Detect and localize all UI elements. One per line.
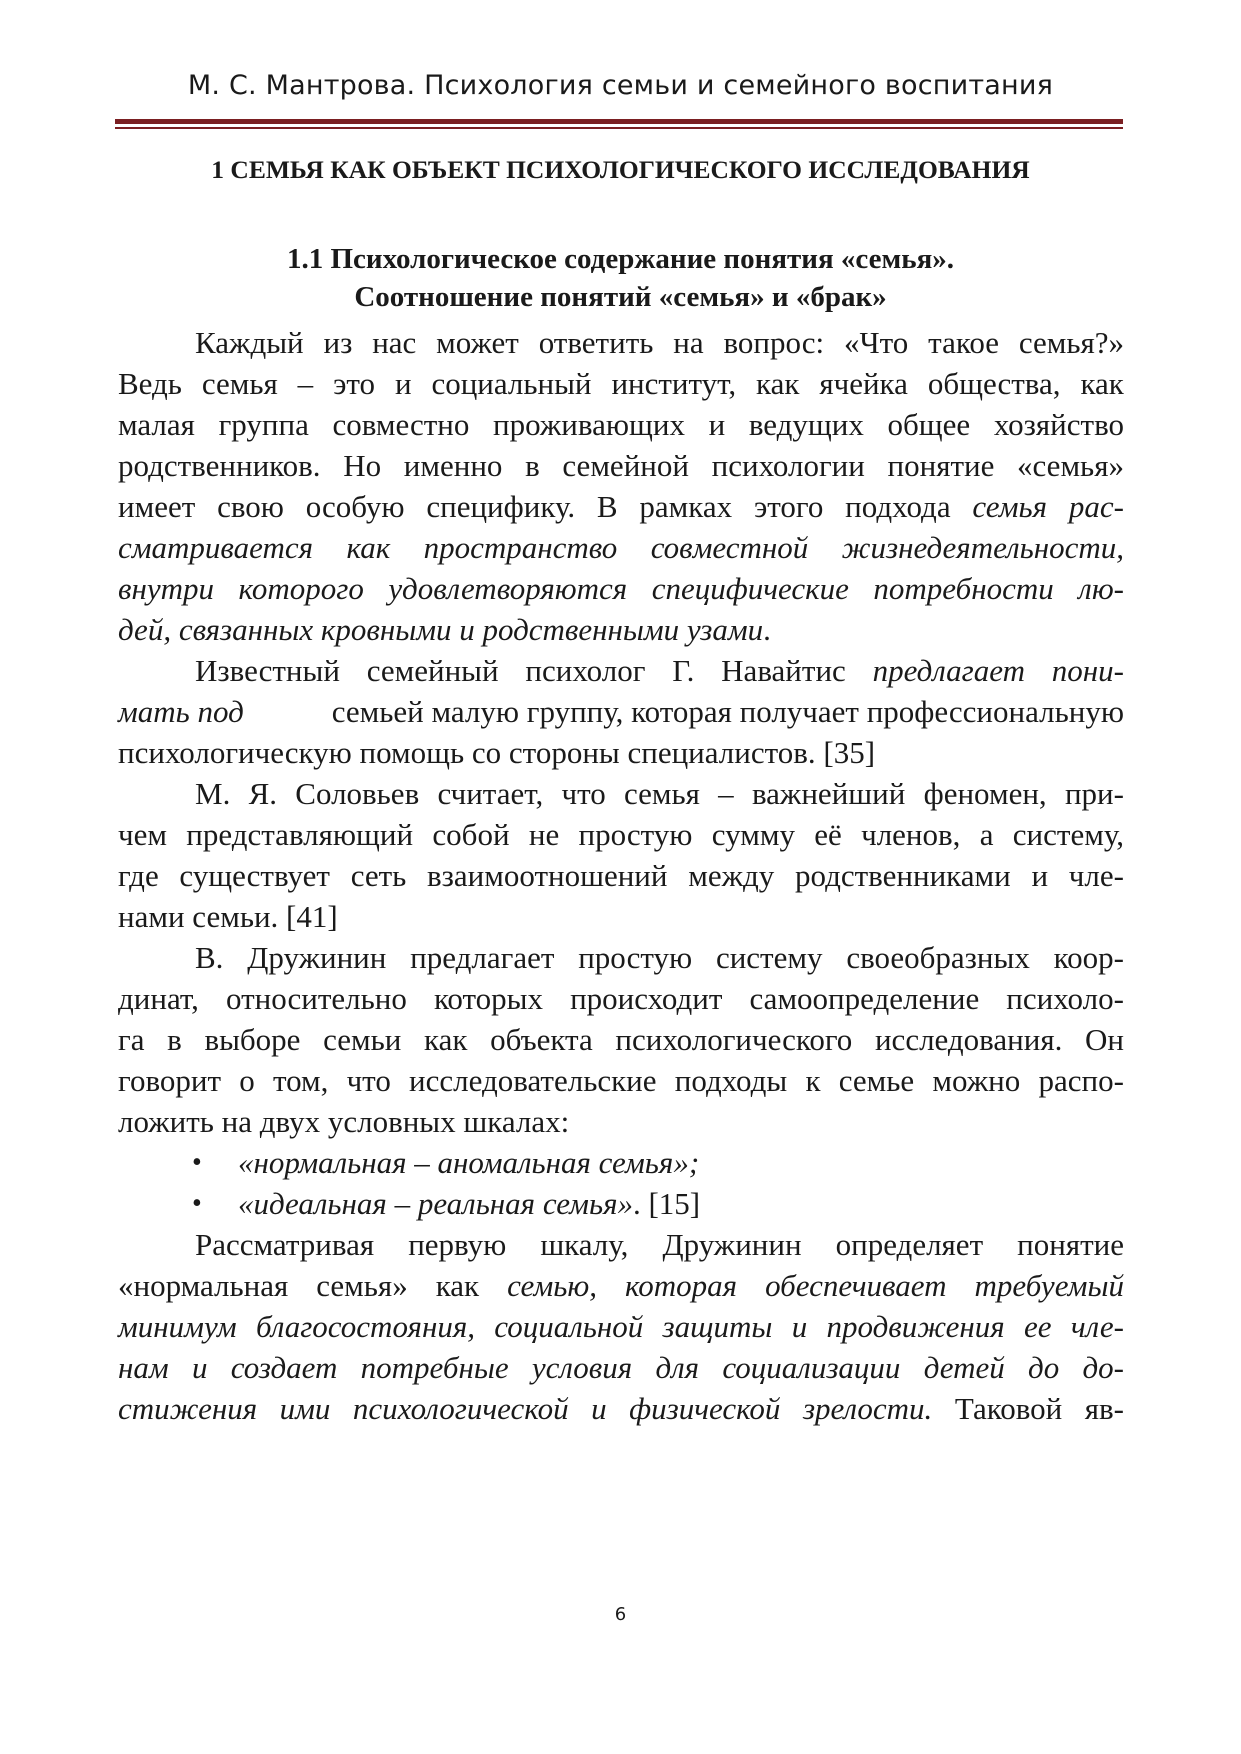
- word: исследования.: [874, 1022, 1063, 1057]
- word: институт,: [611, 366, 737, 401]
- word: о: [239, 1063, 255, 1098]
- word: вопрос:: [723, 325, 825, 360]
- word: семьи: [323, 1022, 402, 1057]
- word: которых: [433, 981, 543, 1016]
- word: которого: [238, 571, 364, 606]
- word: самоопределение: [749, 981, 980, 1016]
- word: понятие: [1017, 1227, 1124, 1262]
- word: первую: [408, 1227, 507, 1262]
- word: ее: [1024, 1309, 1052, 1344]
- line-text: семьей малую группу, которая получает профессиональную: [331, 694, 1124, 729]
- word: рас-: [1068, 489, 1124, 524]
- word: совместно: [332, 407, 470, 442]
- word: детей: [923, 1350, 1005, 1385]
- word: собой: [432, 817, 510, 852]
- word: до-: [1082, 1350, 1124, 1385]
- word: между: [688, 858, 775, 893]
- word: говорит: [118, 1063, 222, 1098]
- word: Дружинин: [662, 1227, 802, 1262]
- word: защиты: [662, 1309, 773, 1344]
- word: семейной: [562, 448, 689, 483]
- word: коор-: [1053, 940, 1124, 975]
- word: этого: [753, 489, 824, 524]
- word: –: [718, 776, 734, 811]
- paragraph-1-line-7: [0, 569, 1241, 609]
- word: требуемый: [974, 1268, 1124, 1303]
- word: предлагает: [872, 653, 1025, 688]
- word: потребности: [873, 571, 1054, 606]
- word: стижения: [118, 1391, 258, 1426]
- word: Но: [343, 448, 382, 483]
- word: специфику.: [426, 489, 576, 524]
- word: как: [1080, 366, 1124, 401]
- paragraph-2-line-2: [0, 692, 1241, 732]
- word: а: [979, 817, 994, 852]
- word: имеет: [118, 489, 196, 524]
- word: яв-: [1084, 1391, 1124, 1426]
- word: социализации: [722, 1350, 901, 1385]
- paragraph-5-line-4: [0, 1348, 1241, 1388]
- chapter-title: 1 СЕМЬЯ КАК ОБЪЕКТ ПСИХОЛОГИЧЕСКОГО ИССЛЕДОВАНИЯ: [211, 155, 1030, 184]
- word: её: [814, 817, 842, 852]
- word: группа: [218, 407, 309, 442]
- word: пространство: [423, 530, 618, 565]
- word: и: [708, 407, 726, 442]
- word: и: [191, 1350, 208, 1385]
- word: семейный: [366, 653, 499, 688]
- word: не: [528, 817, 560, 852]
- word: подходы: [674, 1063, 788, 1098]
- word: семья: [201, 366, 278, 401]
- word: исследовательские: [409, 1063, 657, 1098]
- word: нам: [118, 1350, 169, 1385]
- word: В: [596, 489, 618, 524]
- word: минимум: [118, 1309, 237, 1344]
- word: малая: [118, 407, 195, 442]
- bullet-item-2: [238, 1184, 700, 1224]
- word: Г.: [672, 653, 695, 688]
- word: –: [297, 366, 314, 401]
- word: жизнедеятельности,: [841, 530, 1124, 565]
- word: существует: [179, 858, 330, 893]
- word: в: [167, 1022, 182, 1057]
- paragraph-1-line-1: [0, 323, 1241, 363]
- paragraph-3-line-1: [0, 774, 1241, 814]
- word: семья: [623, 776, 700, 811]
- paragraph-1-line-2: [0, 364, 1241, 404]
- word: подхода: [845, 489, 951, 524]
- word: психологической: [352, 1391, 569, 1426]
- word: семью,: [507, 1268, 597, 1303]
- word: том,: [272, 1063, 329, 1098]
- word: благосостояния,: [256, 1309, 475, 1344]
- word: что: [346, 1063, 391, 1098]
- word: членов,: [861, 817, 961, 852]
- word: потребные: [360, 1350, 509, 1385]
- word: и: [591, 1391, 607, 1426]
- word: Таковой: [954, 1391, 1063, 1426]
- word: психолог: [525, 653, 646, 688]
- word: ими: [279, 1391, 331, 1426]
- word: психологии: [711, 448, 865, 483]
- word: Рассматривая: [195, 1227, 375, 1262]
- word: понятие: [887, 448, 995, 483]
- word: что: [561, 776, 606, 811]
- word: как: [756, 366, 800, 401]
- paragraph-4-line-4: [0, 1061, 1241, 1101]
- word: сумму: [711, 817, 795, 852]
- section-title-line-1: 1.1 Психологическое содержание понятия «семья».: [286, 243, 955, 275]
- word: проживающих: [493, 407, 685, 442]
- word: из: [323, 325, 353, 360]
- paragraph-4-line-5: ложить на двух условных шкалах:: [118, 1104, 570, 1139]
- word: сматривается: [118, 530, 314, 565]
- word: в: [525, 448, 540, 483]
- word: и: [1031, 858, 1049, 893]
- word: особую: [305, 489, 405, 524]
- word: лю-: [1078, 571, 1124, 606]
- word: важнейший: [751, 776, 906, 811]
- word: психоло-: [1006, 981, 1124, 1016]
- word: происходит: [570, 981, 723, 1016]
- word: М.: [195, 776, 231, 811]
- word: Известный: [195, 653, 340, 688]
- word: Он: [1085, 1022, 1124, 1057]
- word: продвижения: [826, 1309, 1005, 1344]
- word: систему: [715, 940, 823, 975]
- word: создает: [230, 1350, 338, 1385]
- word: семье: [838, 1063, 915, 1098]
- word: Соловьев: [295, 776, 420, 811]
- bullet-item-1: «нормальная – аномальная семья»;: [238, 1145, 700, 1180]
- word: «Что: [844, 325, 909, 360]
- word: чле-: [1068, 858, 1124, 893]
- word: можно: [932, 1063, 1021, 1098]
- word: свою: [217, 489, 284, 524]
- word: ведущих: [748, 407, 864, 442]
- word: где: [118, 858, 159, 893]
- bullet-item-2-citation: . [15]: [632, 1186, 701, 1221]
- paragraph-1-line-4: [0, 446, 1241, 486]
- word: до: [1028, 1350, 1060, 1385]
- word: хозяйство: [993, 407, 1124, 442]
- page-number: 6: [614, 1604, 627, 1625]
- word: внутри: [118, 571, 214, 606]
- word: семья: [972, 489, 1048, 524]
- word: феномен,: [923, 776, 1047, 811]
- word: родственников.: [118, 448, 321, 483]
- paragraph-1-line-8: [0, 610, 1241, 650]
- word: для: [655, 1350, 700, 1385]
- paragraph-1-line-6: [0, 528, 1241, 568]
- word: простую: [578, 940, 693, 975]
- word: Дружинин: [247, 940, 387, 975]
- paragraph-2-line-1: [0, 651, 1241, 691]
- word: взаимоотношений: [427, 858, 668, 893]
- paragraph-3-line-2: [0, 815, 1241, 855]
- word: зрелости.: [802, 1391, 933, 1426]
- word: систему,: [1012, 817, 1124, 852]
- word: «семья»: [1017, 448, 1124, 483]
- bullet-marker: •: [192, 1188, 202, 1219]
- word: относительно: [225, 981, 407, 1016]
- paragraph-1-line-5: [0, 487, 1241, 527]
- word: психологического: [615, 1022, 853, 1057]
- word: к: [805, 1063, 821, 1098]
- word: и: [394, 366, 412, 401]
- word: Каждый: [195, 325, 304, 360]
- word: социальной: [494, 1309, 644, 1344]
- word: на: [673, 325, 704, 360]
- word: простую: [578, 817, 693, 852]
- header-rule: [115, 119, 1123, 129]
- word: именно: [403, 448, 503, 483]
- word: как: [435, 1268, 480, 1303]
- word: Ведь: [118, 366, 182, 401]
- word: совместной: [650, 530, 809, 565]
- word: выборе: [204, 1022, 301, 1057]
- word: рамках: [639, 489, 733, 524]
- word: общее: [887, 407, 971, 442]
- paragraph-4-line-1: [0, 938, 1241, 978]
- word: динат,: [118, 981, 199, 1016]
- word: представляющий: [186, 817, 414, 852]
- word: считает,: [437, 776, 544, 811]
- word: ответить: [538, 325, 654, 360]
- word: пони-: [1051, 653, 1124, 688]
- word: при-: [1064, 776, 1124, 811]
- word: социальный: [431, 366, 592, 401]
- paragraph-1-line-3: [0, 405, 1241, 445]
- word: чле-: [1070, 1309, 1124, 1344]
- word: определяет: [835, 1227, 984, 1262]
- word: общества,: [927, 366, 1061, 401]
- word: шкалу,: [540, 1227, 629, 1262]
- paragraph-5-line-3: [0, 1307, 1241, 1347]
- word: такое: [928, 325, 999, 360]
- word: распо-: [1038, 1063, 1124, 1098]
- paragraph-5-line-5: [0, 1389, 1241, 1429]
- italic-phrase: мать под: [118, 694, 244, 729]
- word: предлагает: [410, 940, 555, 975]
- word: семья»: [316, 1268, 408, 1303]
- word: Навайтис: [721, 653, 846, 688]
- word: обеспечивает: [765, 1268, 947, 1303]
- paragraph-5-line-1: [0, 1225, 1241, 1265]
- word: сеть: [350, 858, 407, 893]
- paragraph-5-line-2: [0, 1266, 1241, 1306]
- word: как: [346, 530, 391, 565]
- paragraph-3-line-3: [0, 856, 1241, 896]
- word: родственниками: [795, 858, 1011, 893]
- word: физической: [629, 1391, 781, 1426]
- paragraph-4-line-3: [0, 1020, 1241, 1060]
- word: своеобразных: [846, 940, 1030, 975]
- paragraph-3-line-4: нами семьи. [41]: [118, 899, 338, 934]
- word: и: [791, 1309, 808, 1344]
- word: удовлетворяются: [388, 571, 628, 606]
- word: семья?»: [1018, 325, 1124, 360]
- word: га: [118, 1022, 145, 1057]
- word: как: [424, 1022, 468, 1057]
- word: которая: [624, 1268, 738, 1303]
- word: нас: [372, 325, 417, 360]
- word: чем: [118, 817, 167, 852]
- word: В.: [195, 940, 224, 975]
- word: специфические: [651, 571, 849, 606]
- bullet-marker: •: [192, 1147, 202, 1178]
- word: условия: [531, 1350, 633, 1385]
- word: это: [333, 366, 376, 401]
- italic-definition: дей, связанных кровными и родственными узами: [118, 612, 764, 647]
- section-title: [0, 240, 1241, 316]
- bullet-item-2-italic: «идеальная – реальная семья»: [238, 1186, 633, 1221]
- paragraph-4-line-2: [0, 979, 1241, 1019]
- sentence-end: .: [763, 612, 771, 647]
- section-title-line-2: Соотношение понятий «семья» и «брак»: [354, 281, 887, 313]
- paragraph-2-line-3: психологическую помощь со стороны специалистов. [35]: [118, 735, 876, 770]
- word: объекта: [490, 1022, 593, 1057]
- word: «нормальная: [118, 1268, 289, 1303]
- word: может: [436, 325, 519, 360]
- word: ячейка: [819, 366, 908, 401]
- running-header: М. С. Мантрова. Психология семьи и семейного воспитания: [187, 70, 1054, 101]
- word: Я.: [248, 776, 278, 811]
